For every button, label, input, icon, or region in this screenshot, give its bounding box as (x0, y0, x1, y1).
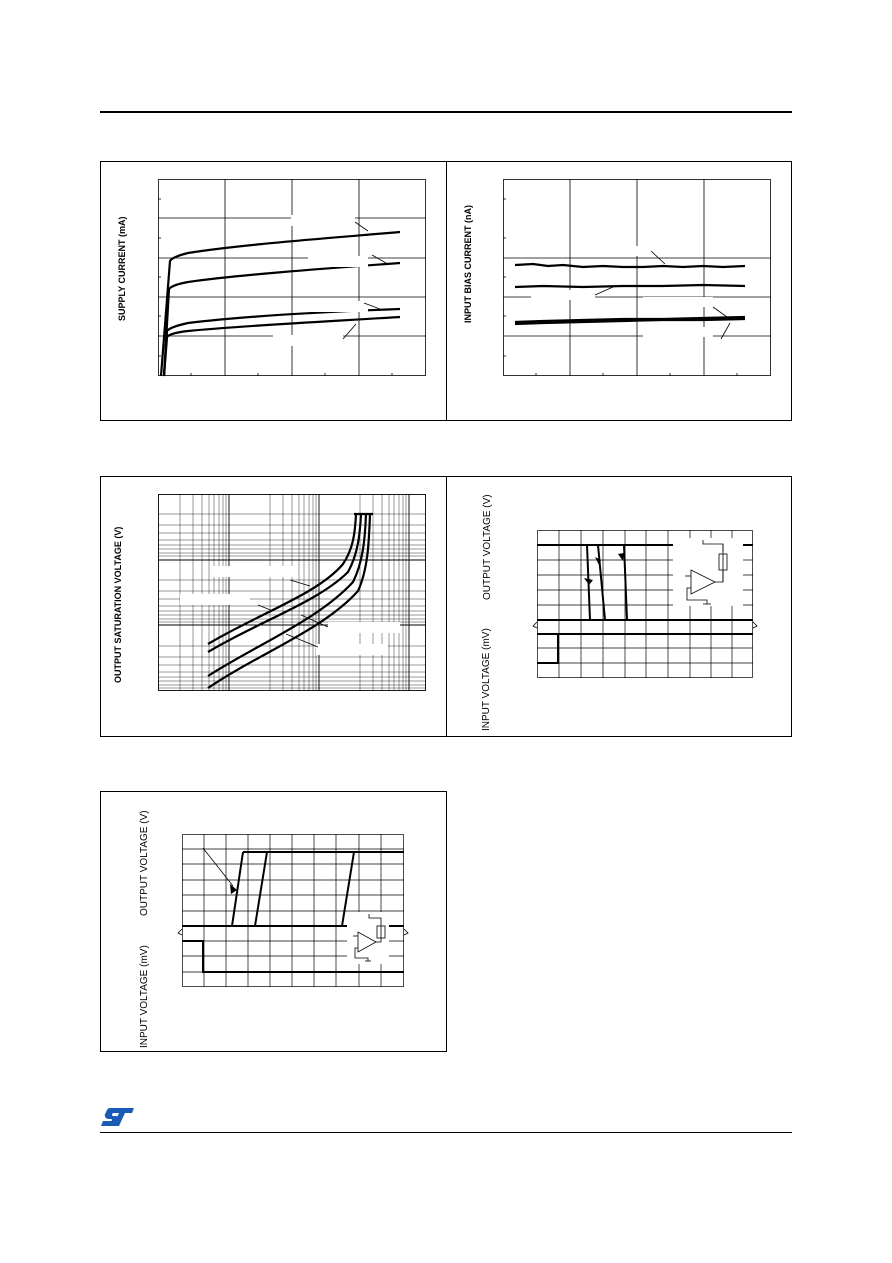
st-logo-icon (100, 1106, 136, 1128)
small-signal-chart (175, 834, 410, 989)
large-signal-ylabel-top: OUTPUT VOLTAGE (V) (482, 494, 493, 600)
output-saturation-ylabel: OUTPUT SATURATION VOLTAGE (V) (113, 526, 123, 683)
large-signal-chart (531, 530, 763, 680)
small-signal-ylabel-bottom: INPUT VOLTAGE (mV) (139, 945, 150, 1048)
input-bias-ylabel: INPUT BIAS CURRENT (nA) (463, 205, 473, 323)
output-saturation-chart (158, 494, 426, 692)
small-signal-ylabel-top: OUTPUT VOLTAGE (V) (139, 810, 150, 916)
input-bias-chart (503, 179, 771, 377)
supply-current-ylabel: SUPPLY CURRENT (mA) (117, 216, 127, 321)
figure-row-2-divider (446, 476, 447, 737)
header-rule (100, 111, 792, 113)
figure-row-1-divider (446, 161, 447, 421)
footer-rule (100, 1132, 792, 1133)
large-signal-ylabel-bottom: INPUT VOLTAGE (mV) (481, 628, 492, 731)
supply-current-chart (158, 179, 426, 377)
